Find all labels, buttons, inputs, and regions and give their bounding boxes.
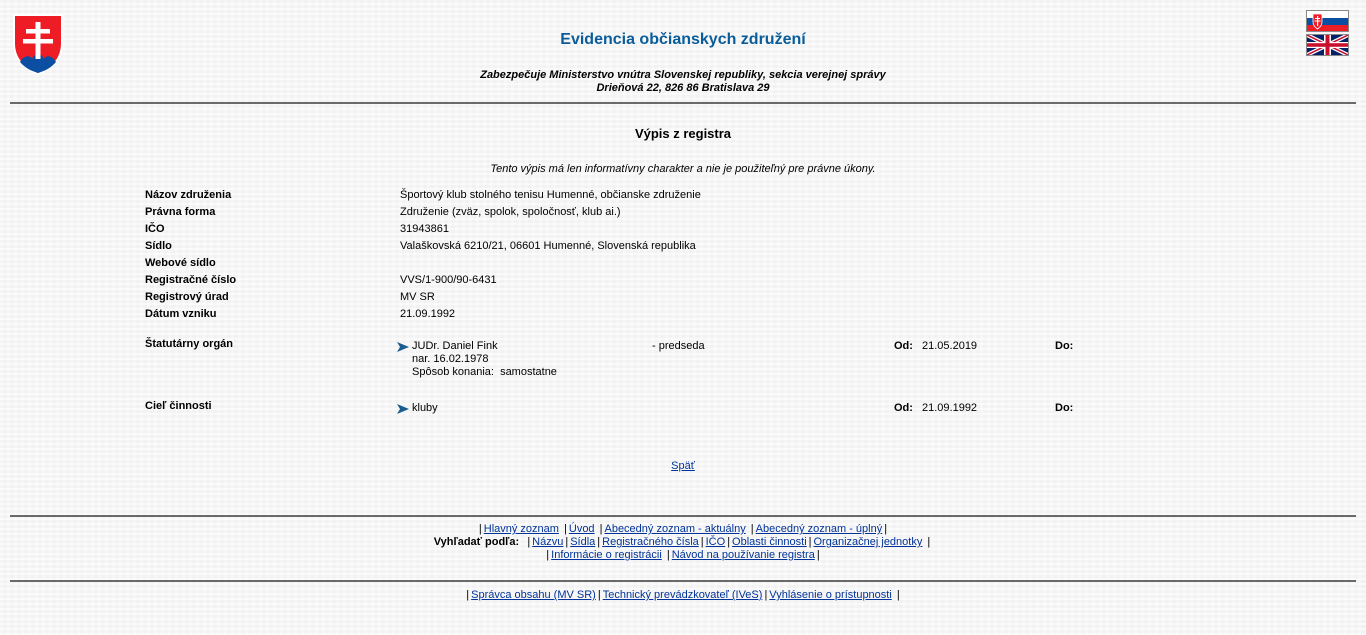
nav-main-list[interactable]: Hlavný zoznam: [483, 523, 559, 535]
search-by-seat[interactable]: Sídla: [570, 536, 596, 548]
subtitle-line2: Drieňová 22, 826 86 Bratislava 29: [596, 82, 770, 94]
field-value-ico: 31943861: [400, 223, 449, 235]
statutory-do-label: Do:: [1055, 340, 1074, 352]
field-label-founded: Dátum vzniku: [145, 308, 217, 320]
info-nav: | Informácie o registrácii | Návod na používanie registra |: [546, 549, 820, 561]
field-label-website: Webové sídlo: [145, 257, 216, 269]
goal-od-label: Od:: [894, 402, 913, 414]
footer-accessibility[interactable]: Vyhlásenie o prístupnosti: [769, 589, 892, 601]
statutory-role: - predseda: [652, 340, 705, 352]
bullet-arrow-icon: [397, 342, 409, 352]
statutory-od-value: 21.05.2019: [922, 340, 978, 352]
statutory-born: nar. 16.02.1978: [412, 353, 489, 365]
field-label-reg-number: Registračné číslo: [145, 274, 237, 286]
search-by-reg-number[interactable]: Registračného čísla: [602, 536, 699, 548]
nav-intro[interactable]: Úvod: [568, 523, 595, 535]
field-value-seat: Valaškovská 6210/21, 06601 Humenné, Slovenská republika: [400, 240, 696, 252]
search-by-ico[interactable]: IČO: [705, 536, 726, 548]
field-label-legal-form: Právna forma: [145, 206, 216, 218]
footer-divider: [10, 580, 1356, 582]
footer-content-admin[interactable]: Správca obsahu (MV SR): [471, 589, 596, 601]
search-by-label: Vyhľadať podľa:: [433, 536, 520, 548]
footer-nav: | Správca obsahu (MV SR) | Technický prevádzkovateľ (IVeS) | Vyhlásenie o prístupnosti |: [466, 589, 900, 601]
field-value-founded: 21.09.1992: [400, 308, 456, 320]
back-link-container: [0, 460, 1366, 472]
subtitle-line1: Zabezpečuje Ministerstvo vnútra Slovenskej republiky, sekcia verejnej správy: [480, 69, 886, 81]
back-link[interactable]: Späť: [671, 460, 695, 472]
disclaimer: Tento výpis má len informatívny charakter a nie je použiteľný pre právne úkony.: [490, 163, 876, 175]
nav-divider: [10, 515, 1356, 517]
statutory-method: Spôsob konania: samostatne: [412, 366, 557, 378]
goal-value: kluby: [412, 402, 438, 414]
search-by-name[interactable]: Názvu: [532, 536, 564, 548]
main-nav: | Hlavný zoznam | Úvod | Abecedný zoznam - aktuálny | Abecedný zoznam - úplný |: [478, 523, 888, 535]
field-label-ico: IČO: [145, 223, 165, 235]
field-value-name: Športový klub stolného tenisu Humenné, občianske združenie: [400, 189, 701, 201]
field-value-legal-form: Združenie (zväz, spolok, spoločnosť, klub ai.): [400, 206, 621, 218]
field-label-reg-office: Registrový úrad: [145, 291, 229, 303]
page-heading: Výpis z registra: [634, 126, 732, 141]
field-value-reg-number: VVS/1-900/90-6431: [400, 274, 497, 286]
nav-usage-guide[interactable]: Návod na používanie registra: [671, 549, 815, 561]
header-divider: [10, 102, 1356, 104]
nav-alpha-full[interactable]: Abecedný zoznam - úplný: [755, 523, 883, 535]
statutory-label: Štatutárny orgán: [145, 338, 234, 350]
bullet-arrow-icon: [397, 404, 409, 414]
goal-do-label: Do:: [1055, 402, 1074, 414]
site-subtitle: [0, 69, 1366, 95]
search-by-org-unit[interactable]: Organizačnej jednotky: [813, 536, 923, 548]
field-label-seat: Sídlo: [145, 240, 172, 252]
search-nav: Vyhľadať podľa: | Názvu | Sídla | Registračného čísla | IČO | Oblasti činnosti | Organizačnej jednotky |: [433, 536, 931, 548]
goal-label: Cieľ činnosti: [145, 400, 212, 412]
nav-registration-info[interactable]: Informácie o registrácii: [551, 549, 662, 561]
field-value-reg-office: MV SR: [400, 291, 435, 303]
statutory-od-label: Od:: [894, 340, 913, 352]
nav-alpha-current[interactable]: Abecedný zoznam - aktuálny: [604, 523, 746, 535]
search-by-activity[interactable]: Oblasti činnosti: [732, 536, 807, 548]
statutory-name: JUDr. Daniel Fink: [412, 340, 498, 352]
field-label-name: Názov združenia: [145, 189, 232, 201]
goal-od-value: 21.09.1992: [922, 402, 978, 414]
footer-technical-operator[interactable]: Technický prevádzkovateľ (IVeS): [602, 589, 763, 601]
site-title: Evidencia občianskych združení: [560, 31, 806, 48]
slovak-flag-icon[interactable]: [1306, 10, 1349, 32]
